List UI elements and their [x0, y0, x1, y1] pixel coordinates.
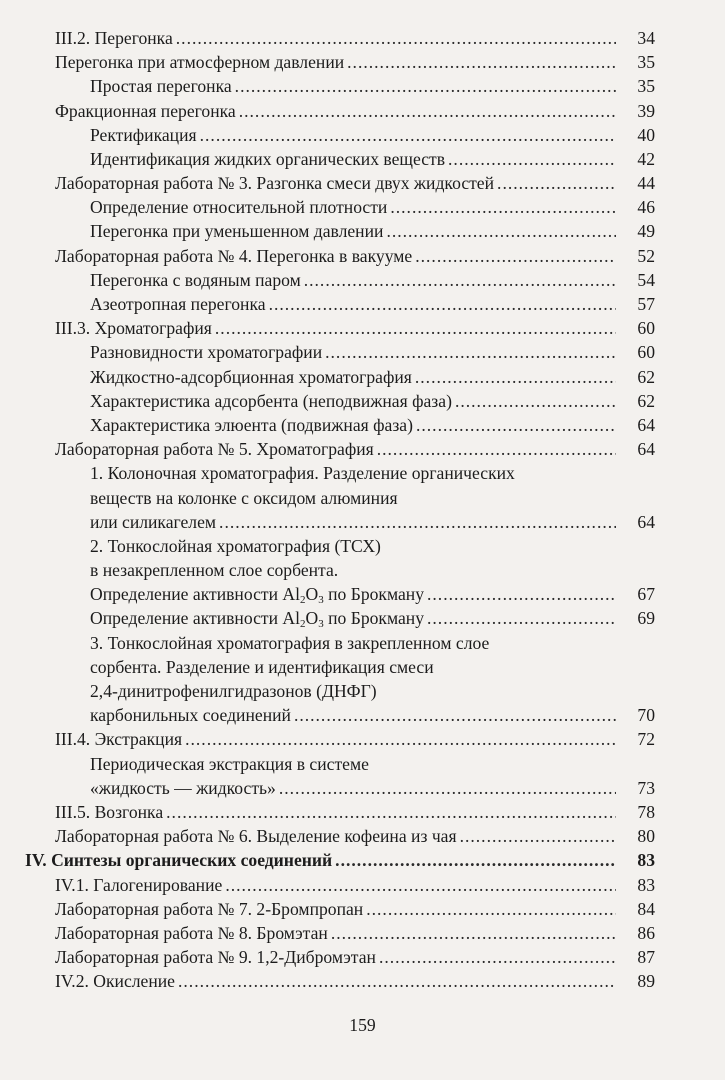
toc-entry: [90, 582, 655, 606]
toc-entry-page: 84: [637, 898, 655, 919]
toc-entry: [90, 340, 655, 364]
leader-dots: [379, 945, 616, 969]
toc-entry: [90, 292, 655, 316]
toc-entry-title: Ректификация: [90, 124, 197, 145]
toc-entry: [55, 171, 655, 195]
toc-entry-page: 89: [637, 971, 655, 992]
toc-entry-page: 69: [637, 608, 655, 629]
toc-entry-title: Лабораторная работа № 9. 1,2-Дибромэтан: [55, 947, 376, 968]
toc-entry: [90, 147, 655, 171]
toc-entry-page: 44: [637, 173, 655, 194]
toc-entry-page: 34: [637, 27, 655, 48]
toc-entry-page: 62: [637, 390, 655, 411]
toc-entry: [90, 268, 655, 292]
leader-dots: [239, 99, 616, 123]
toc-entry-page: 70: [637, 705, 655, 726]
leader-dots: [225, 873, 616, 897]
toc-entry-page: 83: [637, 850, 655, 871]
leader-dots: [219, 510, 616, 534]
toc-entry-line: веществ на колонке с оксидом алюминия: [90, 487, 398, 508]
toc-entry-title: IV.1. Галогенирование: [55, 874, 223, 895]
toc-entry-title: Лабораторная работа № 7. 2-Бромпропан: [55, 898, 364, 919]
toc-entry-title: Перегонка при атмосферном давлении: [55, 52, 345, 73]
leader-dots: [427, 582, 616, 606]
toc-entry-title: Характеристика адсорбента (неподвижная фаза): [90, 390, 452, 411]
toc-entry: [90, 413, 655, 437]
toc-entry-page: 62: [637, 366, 655, 387]
toc-entry-title: III.3. Хроматография: [55, 318, 212, 339]
toc-entry-page: 35: [637, 76, 655, 97]
toc-entry-page: 54: [637, 269, 655, 290]
toc-entry: [55, 727, 655, 751]
leader-dots: [215, 316, 616, 340]
toc-entry: [90, 123, 655, 147]
toc-entry-title: карбонильных соединений: [90, 705, 291, 726]
toc-entry-page: 86: [637, 922, 655, 943]
leader-dots: [279, 776, 616, 800]
toc-entry-title: III.2. Перегонка: [55, 27, 173, 48]
leader-dots: [415, 365, 616, 389]
toc-entry-title: Лабораторная работа № 6. Выделение кофеина из чая: [55, 826, 457, 847]
leader-dots: [294, 703, 616, 727]
toc-entry: [55, 99, 655, 123]
toc-entry-page: 87: [637, 947, 655, 968]
toc-entry-line: сорбента. Разделение и идентификация смеси: [90, 656, 434, 677]
toc-entry-title: Простая перегонка: [90, 76, 232, 97]
toc-entry-page: 83: [637, 874, 655, 895]
toc-entry: [55, 437, 655, 461]
toc-entry-title: Определение активности $Al_2O_3$ по Брокману: [90, 608, 424, 631]
leader-dots: [200, 123, 616, 147]
toc-entry-page: 73: [637, 777, 655, 798]
toc-entry-title: IV. Синтезы органических соединений: [25, 850, 333, 871]
table-of-contents: [0, 26, 725, 994]
toc-entry: [90, 220, 655, 244]
toc-entry-page: 49: [637, 221, 655, 242]
toc-entry-title: Перегонка при уменьшенном давлении: [90, 221, 384, 242]
leader-dots: [366, 897, 616, 921]
leader-dots: [335, 848, 616, 872]
toc-entry-title: Азеотропная перегонка: [90, 294, 266, 315]
toc-entry-page: 39: [637, 100, 655, 121]
toc-entry-page: 60: [637, 342, 655, 363]
leader-dots: [347, 50, 616, 74]
leader-dots: [448, 147, 616, 171]
toc-entry-page: 67: [637, 584, 655, 605]
toc-chapter: [25, 848, 655, 872]
toc-entry: [55, 244, 655, 268]
toc-entry: [55, 897, 655, 921]
leader-dots: [390, 195, 616, 219]
toc-entry: [90, 703, 655, 727]
toc-entry-line: 1. Колоночная хроматография. Разделение органических: [90, 463, 515, 484]
toc-entry: [90, 195, 655, 219]
leader-dots: [325, 340, 616, 364]
toc-entry-page: 35: [637, 52, 655, 73]
toc-entry-title: III.4. Экстракция: [55, 729, 183, 750]
toc-entry-page: 52: [637, 245, 655, 266]
toc-entry: [90, 74, 655, 98]
toc-entry-line: 2. Тонкослойная хроматография (ТСХ): [90, 535, 381, 556]
toc-entry-title: III.5. Возгонка: [55, 801, 164, 822]
toc-entry: [90, 607, 655, 631]
leader-dots: [497, 171, 616, 195]
toc-entry-line: 3. Тонкослойная хроматография в закрепленном слое: [90, 632, 490, 653]
toc-entry: [55, 800, 655, 824]
toc-entry-page: 60: [637, 318, 655, 339]
toc-entry-title: Перегонка с водяным паром: [90, 269, 301, 290]
leader-dots: [304, 268, 616, 292]
toc-entry-page: 64: [637, 511, 655, 532]
toc-entry: [55, 969, 655, 993]
toc-entry-title: «жидкость — жидкость»: [90, 777, 276, 798]
leader-dots: [235, 74, 616, 98]
toc-entry-page: 80: [637, 826, 655, 847]
toc-entry-line: 2,4-динитрофенилгидразонов (ДНФГ): [90, 681, 377, 702]
toc-entry-title: Определение относительной плотности: [90, 197, 388, 218]
toc-entry-title: или силикагелем: [90, 511, 217, 532]
leader-dots: [176, 26, 616, 50]
toc-entry-page: 46: [637, 197, 655, 218]
toc-entry: [55, 873, 655, 897]
toc-entry-line: Периодическая экстракция в системе: [90, 753, 369, 774]
leader-dots: [455, 389, 616, 413]
toc-entry-title: Жидкостно-адсорбционная хроматография: [90, 366, 412, 387]
toc-entry: [55, 316, 655, 340]
toc-entry-page: 78: [637, 801, 655, 822]
leader-dots: [460, 824, 616, 848]
toc-entry-line: в незакрепленном слое сорбента.: [90, 560, 339, 581]
leader-dots: [185, 727, 616, 751]
toc-entry: [90, 389, 655, 413]
toc-entry: [55, 945, 655, 969]
toc-entry-title: Определение активности $Al_2O_3$ по Брокману: [90, 584, 424, 607]
page-number: 159: [349, 1015, 376, 1035]
toc-entry-title: Лабораторная работа № 3. Разгонка смеси двух жидкостей: [55, 173, 495, 194]
leader-dots: [166, 800, 616, 824]
toc-entry-page: 40: [637, 124, 655, 145]
leader-dots: [178, 969, 616, 993]
toc-entry: [90, 510, 655, 534]
toc-entry: [55, 921, 655, 945]
toc-entry-page: 64: [637, 414, 655, 435]
toc-entry: [90, 365, 655, 389]
toc-entry-title: Лабораторная работа № 5. Хроматография: [55, 439, 374, 460]
leader-dots: [269, 292, 616, 316]
leader-dots: [427, 606, 616, 630]
toc-entry: [90, 776, 655, 800]
toc-entry-page: 72: [637, 729, 655, 750]
toc-entry-title: Лабораторная работа № 4. Перегонка в вакууме: [55, 245, 413, 266]
leader-dots: [331, 921, 616, 945]
toc-entry-title: Лабораторная работа № 8. Бромэтан: [55, 922, 328, 943]
leader-dots: [377, 437, 616, 461]
toc-entry-title: Идентификация жидких органических веществ: [90, 148, 446, 169]
toc-entry-title: Фракционная перегонка: [55, 100, 236, 121]
toc-entry-title: Разновидности хроматографии: [90, 342, 323, 363]
toc-entry-page: 64: [637, 439, 655, 460]
leader-dots: [386, 219, 616, 243]
leader-dots: [415, 244, 616, 268]
toc-entry-page: 42: [637, 148, 655, 169]
toc-entry-title: Характеристика элюента (подвижная фаза): [90, 414, 413, 435]
toc-entry-page: 57: [637, 294, 655, 315]
toc-entry: [55, 50, 655, 74]
toc-entry: [55, 824, 655, 848]
leader-dots: [416, 413, 616, 437]
toc-entry: [55, 26, 655, 50]
toc-entry-title: IV.2. Окисление: [55, 971, 175, 992]
